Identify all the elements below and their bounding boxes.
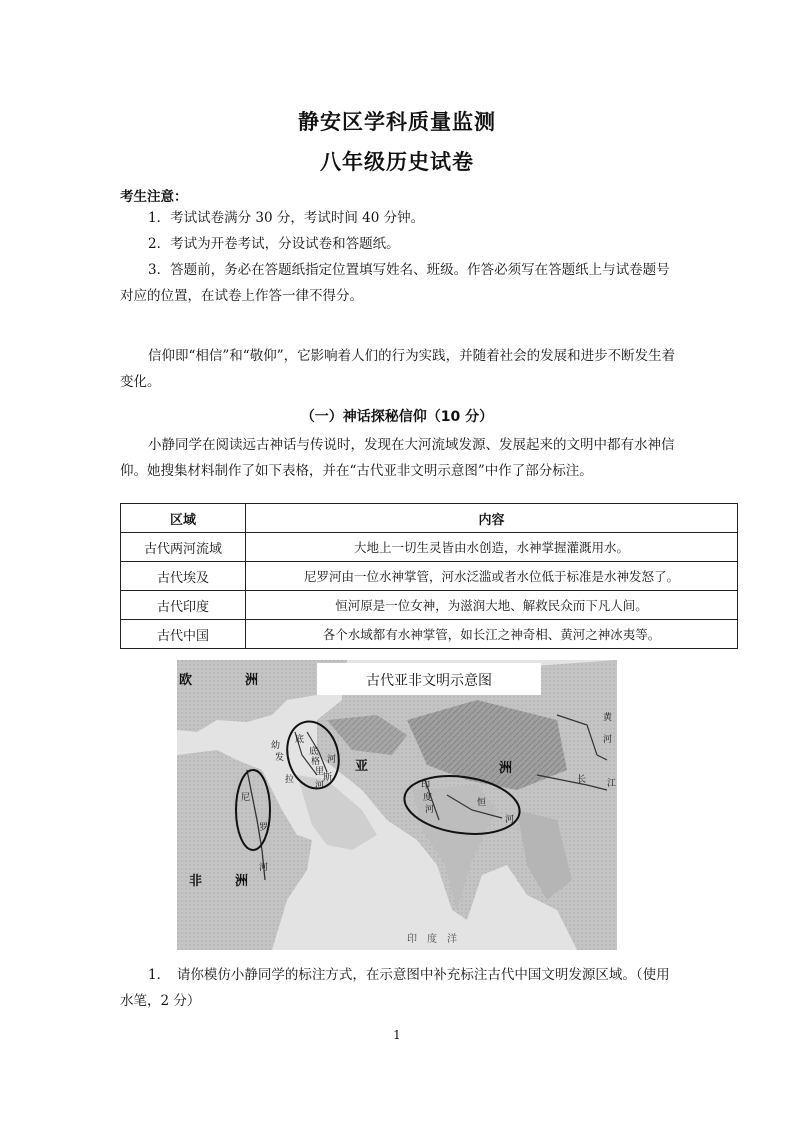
- label-asia-2: 洲: [499, 761, 513, 776]
- label-nile-3: 河: [259, 863, 269, 873]
- exam-subtitle: 八年级历史试卷: [320, 150, 474, 174]
- intro-paragraph: 信仰即“相信”和“敬仰”，它影响着人们的行为实践，并随着社会的发展和进步不断发生着变化。: [120, 348, 676, 390]
- table-cell-content: 恒河原是一位女神，为滋润大地、解救民众而下凡人间。: [246, 591, 738, 620]
- table-header-region: 区域: [121, 504, 246, 533]
- label-europe-1: 欧: [179, 673, 193, 688]
- notice-item-1: 1．考试试卷满分 30 分，考试时间 40 分钟。: [148, 210, 425, 226]
- label-tigris-1: 底: [309, 747, 319, 757]
- label-euphrates-5: 河: [315, 781, 325, 791]
- label-africa-1: 非: [189, 874, 203, 889]
- notice-heading: 考生注意：: [120, 189, 188, 205]
- table-cell-content: 大地上一切生灵皆由水创造，水神掌握灌溉用水。: [246, 533, 738, 562]
- table-cell-region: 古代中国: [121, 620, 246, 649]
- map-title: 古代亚非文明示意图: [366, 673, 492, 689]
- label-euphrates-3: 拉: [285, 775, 295, 785]
- label-tigris-4: 斯: [323, 773, 333, 783]
- asia-africa-civilization-map: [177, 660, 617, 950]
- table-header-row: [121, 504, 738, 533]
- label-tigris-2: 格: [311, 757, 321, 767]
- label-asia-1: 亚: [355, 759, 369, 774]
- label-indus-1: 印: [421, 781, 431, 791]
- label-ganges-2: 河: [505, 815, 515, 825]
- label-yangtze-2: 江: [607, 779, 617, 789]
- section-heading: （一）神话探秘信仰（10 分）: [300, 409, 494, 425]
- table-row: [121, 620, 738, 649]
- table-cell-content: 尼罗河由一位水神掌管，河水泛滥或者水位低于标准是水神发怒了。: [246, 562, 738, 591]
- label-yellow-river-1: 黄: [603, 713, 613, 723]
- table-header-content: 内容: [246, 504, 738, 533]
- label-africa-2: 洲: [235, 874, 249, 889]
- table-row: [121, 591, 738, 620]
- label-nile-1: 尼: [241, 793, 251, 803]
- label-nile-2: 罗: [259, 823, 269, 833]
- page-number: 1: [393, 1028, 401, 1042]
- label-ganges-1: 恒: [477, 798, 487, 808]
- water-god-table: [120, 503, 738, 649]
- label-indus-2: 度: [423, 793, 433, 803]
- label-euphrates-2: 发: [275, 753, 285, 763]
- section-description: 小静同学在阅读远古神话与传说时，发现在大河流域发源、发展起来的文明中都有水神信仰。她搜集材料制作了如下表格，并在“古代亚非文明示意图”中作了部分标注。: [120, 437, 675, 479]
- label-yangtze-1: 长: [577, 775, 587, 785]
- table-cell-content: 各个水域都有水神掌管，如长江之神奇相、黄河之神冰夷等。: [246, 620, 738, 649]
- label-euphrates-4: 底: [295, 735, 305, 745]
- question-1: 1． 请你模仿小静同学的标注方式，在示意图中补充标注古代中国文明发源区域。（使用水笔，2 分）: [120, 967, 670, 1009]
- notice-item-3: 3．答题前，务必在答题纸指定位置填写姓名、班级。作答必须写在答题纸上与试卷题号对应的位置，在试卷上作答一律不得分。: [120, 262, 670, 304]
- table-cell-region: 古代埃及: [121, 562, 246, 591]
- label-indus-3: 河: [425, 805, 435, 815]
- label-indian-ocean: 印 度 洋: [407, 934, 457, 945]
- table-row: [121, 533, 738, 562]
- table-cell-region: 古代印度: [121, 591, 246, 620]
- label-europe-2: 洲: [245, 673, 259, 688]
- label-euphrates-1: 幼: [271, 741, 281, 751]
- label-yellow-river-2: 河: [603, 735, 613, 745]
- exam-title: 静安区学科质量监测: [298, 110, 496, 134]
- label-tigris-3: 里: [315, 767, 325, 777]
- table-cell-region: 古代两河流域: [121, 533, 246, 562]
- notice-item-2: 2．考试为开卷考试，分设试卷和答题纸。: [148, 236, 400, 252]
- label-tigris-5: 河: [327, 755, 337, 765]
- table-row: [121, 562, 738, 591]
